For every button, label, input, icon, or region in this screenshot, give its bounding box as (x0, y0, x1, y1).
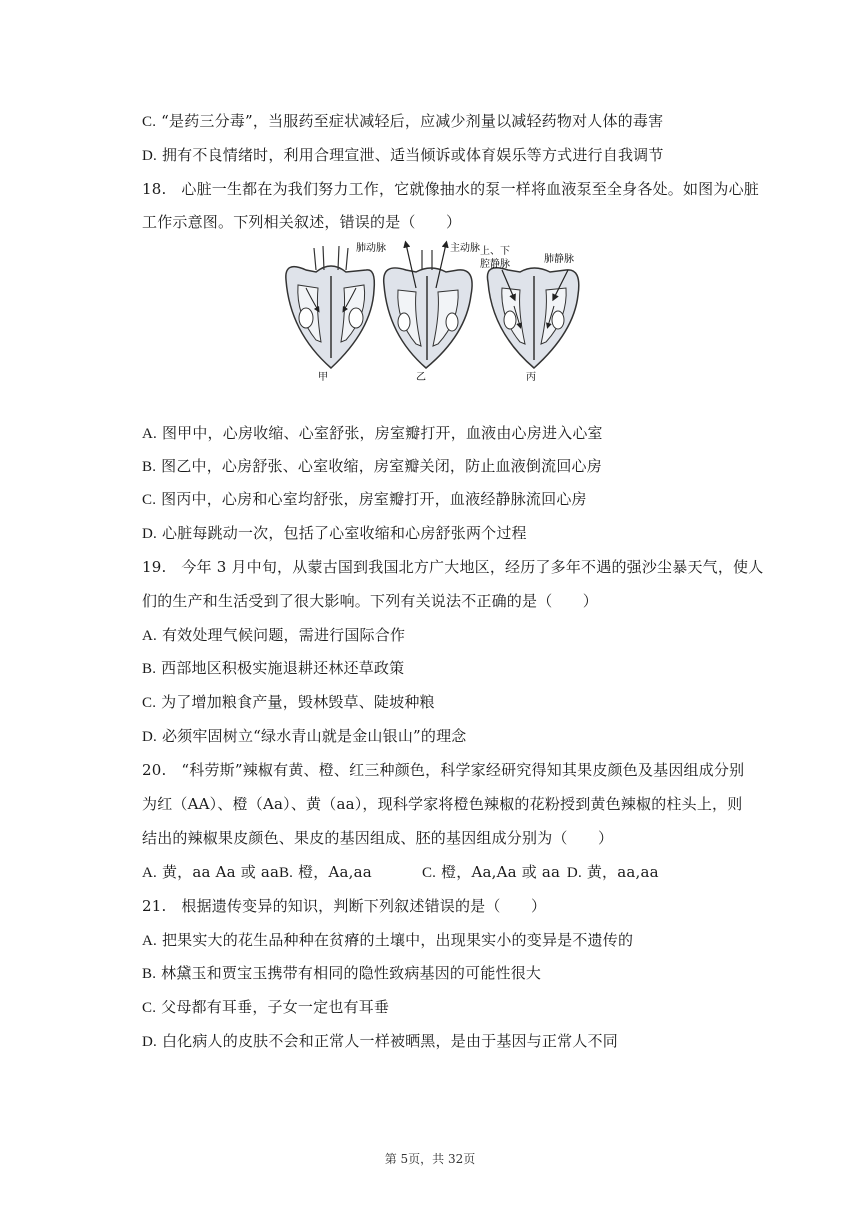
panel-label-jia: 甲 (318, 372, 328, 383)
q18-option-b: B. 图乙中，心房舒张、心室收缩，房室瓣关闭，防止血液倒流回心房 (142, 457, 602, 475)
q19-option-b: B. 西部地区积极实施退耕还林还草政策 (142, 659, 405, 677)
q18-stem-line1: 18. 心脏一生都在为我们努力工作，它就像抽水的泵一样将血液泵至全身各处。如图为心脏 (142, 180, 759, 198)
q20-options-row (142, 862, 659, 883)
q19-option-a: A. 有效处理气候问题，需进行国际合作 (142, 626, 406, 644)
option-c-prev: C. “是药三分毒”，当服药至症状减轻后，应减少剂量以减轻药物对人体的毒害 (142, 112, 664, 130)
heart-jia (286, 246, 375, 368)
question-number: 21. (142, 897, 167, 915)
q20-stem-line2: 为红（AA）、橙（Aa）、黄（aa），现科学家将橙色辣椒的花粉授到黄色辣椒的柱头上，则 (142, 795, 743, 813)
question-number: 18. (142, 180, 167, 198)
label-aorta: 主动脉 (450, 243, 480, 254)
q19-option-d: D. 必须牢固树立“绿水青山就是金山银山”的理念 (142, 727, 467, 745)
q18-option-d: D. 心脏每跳动一次，包括了心室收缩和心房舒张两个过程 (142, 524, 527, 542)
q20-stem-line3: 结出的辣椒果皮颜色、果皮的基因组成、胚的基因组成分别为（ ） (142, 829, 614, 847)
heart-yi (384, 244, 472, 368)
label-vena-cava-1: 上、下 (480, 246, 510, 257)
q20-option-d: D. 黄，aa,aa (566, 863, 659, 881)
option-d-prev: D. 拥有不良情绪时，利用合理宣泄、适当倾诉或体育娱乐等方式进行自我调节 (142, 146, 664, 164)
panel-label-yi: 乙 (416, 372, 426, 383)
label-pulmonary-vein: 肺静脉 (544, 254, 574, 265)
q21-option-d: D. 白化病人的皮肤不会和正常人一样被晒黑，是由于基因与正常人不同 (142, 1032, 618, 1050)
label-vena-cava-2: 腔静脉 (480, 259, 510, 270)
panel-label-bing: 丙 (526, 372, 536, 383)
q21-option-b: B. 林黛玉和贾宝玉携带有相同的隐性致病基因的可能性很大 (142, 964, 542, 982)
q21-option-c: C. 父母都有耳垂，子女一定也有耳垂 (142, 998, 390, 1016)
heart-diagram (276, 240, 586, 386)
page-footer: 第 5页，共 32页 (384, 1152, 476, 1166)
heart-diagram-svg (276, 240, 586, 386)
q20-stem-line1: 20. “科劳斯”辣椒有黄、橙、红三种颜色，科学家经研究得知其果皮颜色及基因组成分别 (142, 761, 745, 779)
q19-stem-line1: 19. 今年 3 月中旬，从蒙古国到我国北方广大地区，经历了多年不遇的强沙尘暴天气，使人 (142, 558, 764, 576)
q20-option-b: B. 橙，Aa,aa (278, 863, 372, 881)
q20-option-a: A. 黄，aa Aa 或 aa (142, 863, 280, 881)
q18-option-c: C. 图丙中，心房和心室均舒张，房室瓣打开，血液经静脉流回心房 (142, 490, 587, 508)
q21-stem-line1: 21. 根据遗传变异的知识，判断下列叙述错误的是（ ） (142, 897, 547, 915)
question-number: 19. (142, 558, 167, 576)
q18-option-a: A. 图甲中，心房收缩、心室舒张，房室瓣打开，血液由心房进入心室 (142, 424, 603, 442)
label-pulmonary-artery: 肺动脉 (356, 243, 386, 254)
question-number: 20. (142, 761, 167, 779)
q18-stem-line2: 工作示意图。下列相关叙述，错误的是（ ） (142, 213, 462, 231)
q21-option-a: A. 把果实大的花生品种种在贫瘠的土壤中，出现果实小的变异是不遗传的 (142, 931, 634, 949)
q19-stem-line2: 们的生产和生活受到了很大影响。下列有关说法不正确的是（ ） (142, 592, 599, 610)
heart-bing (487, 268, 578, 368)
q19-option-c: C. 为了增加粮食产量，毁林毁草、陡坡种粮 (142, 693, 435, 711)
q20-option-c: C. 橙，Aa,Aa 或 aa (421, 863, 561, 881)
